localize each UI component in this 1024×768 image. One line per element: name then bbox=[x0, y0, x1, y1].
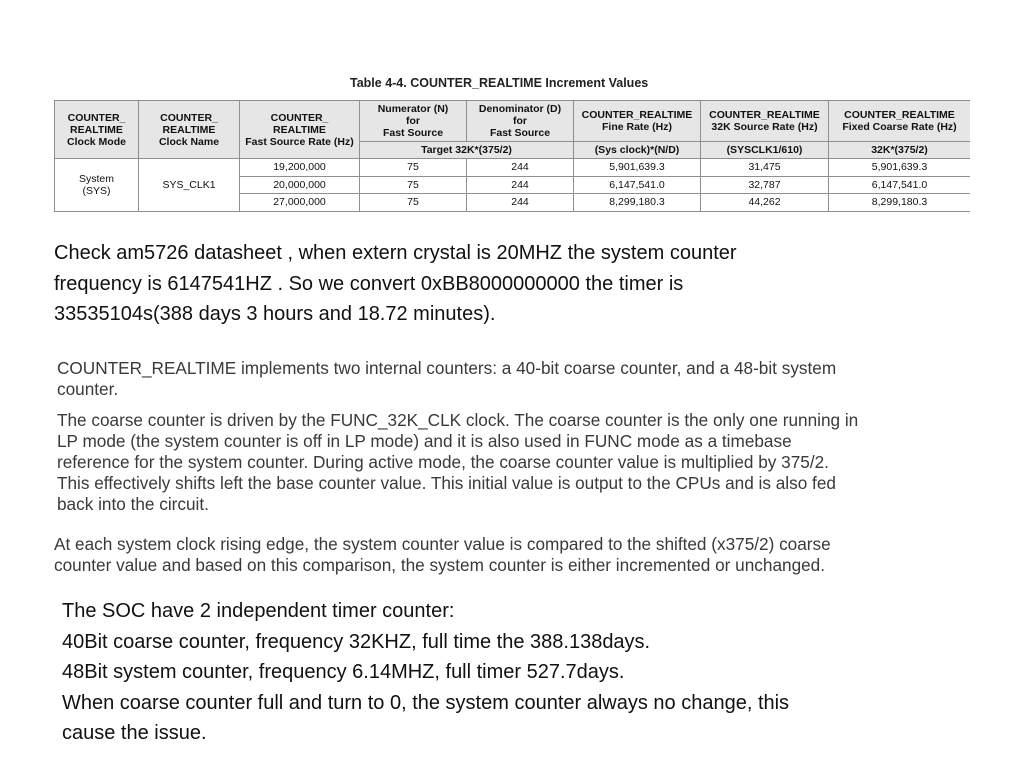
table-cell: 75 bbox=[360, 194, 467, 212]
note-datasheet-calculation: Check am5726 datasheet , when extern crystal is 20MHZ the system counter frequency is 6147541HZ . So we convert 0xBB8000000000 the timer is 33535104s(388 days 3 hours and 18.72 minutes). bbox=[54, 242, 737, 325]
subheader-fine-formula: (Sys clock)*(N/D) bbox=[574, 142, 701, 159]
header-denominator: Denominator (D) for Fast Source bbox=[467, 101, 574, 142]
counter-realtime-table-wrap bbox=[54, 100, 970, 214]
table-header-row bbox=[55, 101, 971, 142]
counter-realtime-table bbox=[54, 100, 970, 212]
note-timer-counters: The SOC have 2 independent timer counter: 40Bit coarse counter, frequency 32KHZ, full time the 388.138days. 48Bit system counter, frequency 6.14MHZ, full timer 527.7days. When coarse counter full and turn to 0, the system counter always no change, this cause the issue. bbox=[62, 600, 790, 744]
table-row bbox=[55, 159, 971, 177]
header-fixed-coarse-rate: COUNTER_REALTIME Fixed Coarse Rate (Hz) bbox=[829, 101, 971, 142]
header-numerator: Numerator (N) for Fast Source bbox=[360, 101, 467, 142]
header-fine-rate: COUNTER_REALTIME Fine Rate (Hz) bbox=[574, 101, 701, 142]
table-cell: 32,787 bbox=[701, 176, 829, 194]
excerpt-paragraph-1: COUNTER_REALTIME implements two internal counters: a 40-bit coarse counter, and a 48-bit system counter. bbox=[57, 358, 837, 399]
header-32k-source-rate: COUNTER_REALTIME 32K Source Rate (Hz) bbox=[701, 101, 829, 142]
table-cell: 244 bbox=[467, 176, 574, 194]
header-clock-name: COUNTER_ REALTIME Clock Name bbox=[139, 101, 240, 159]
table-cell: 244 bbox=[467, 159, 574, 177]
table-cell: 19,200,000 bbox=[240, 159, 360, 177]
table-title: Table 4-4. COUNTER_REALTIME Increment Values bbox=[350, 76, 649, 90]
table-cell: 244 bbox=[467, 194, 574, 212]
excerpt-paragraph-3: At each system clock rising edge, the system counter value is compared to the shifted (x375/2) coarse counter value and based on this comparison, the system counter is either incremented or unchanged. bbox=[54, 534, 831, 575]
header-fast-source-rate: COUNTER_ REALTIME Fast Source Rate (Hz) bbox=[240, 101, 360, 159]
cell-clock-mode: System (SYS) bbox=[55, 159, 139, 212]
subheader-32k-formula: (SYSCLK1/610) bbox=[701, 142, 829, 159]
table-cell: 31,475 bbox=[701, 159, 829, 177]
table-cell: 5,901,639.3 bbox=[829, 159, 971, 177]
cell-clock-name: SYS_CLK1 bbox=[139, 159, 240, 212]
table-cell: 20,000,000 bbox=[240, 176, 360, 194]
header-clock-mode: COUNTER_ REALTIME Clock Mode bbox=[55, 101, 139, 159]
table-cell: 5,901,639.3 bbox=[574, 159, 701, 177]
table-cell: 8,299,180.3 bbox=[829, 194, 971, 212]
table-cell: 8,299,180.3 bbox=[574, 194, 701, 212]
excerpt-paragraph-2: The coarse counter is driven by the FUNC_32K_CLK clock. The coarse counter is the only one running in LP mode (the system counter is off in LP mode) and it is also used in FUNC mode as a timebase reference for the system counter. During active mode, the coarse counter value is multiplied by 375/2. This effectively shifts left the base counter value. This initial value is output to the CPUs and is also fed back into the circuit. bbox=[57, 410, 859, 514]
table-cell: 44,262 bbox=[701, 194, 829, 212]
table-cell: 75 bbox=[360, 176, 467, 194]
table-cell: 6,147,541.0 bbox=[829, 176, 971, 194]
table-cell: 6,147,541.0 bbox=[574, 176, 701, 194]
table-cell: 27,000,000 bbox=[240, 194, 360, 212]
subheader-coarse-formula: 32K*(375/2) bbox=[829, 142, 971, 159]
table-cell: 75 bbox=[360, 159, 467, 177]
subheader-target: Target 32K*(375/2) bbox=[360, 142, 574, 159]
